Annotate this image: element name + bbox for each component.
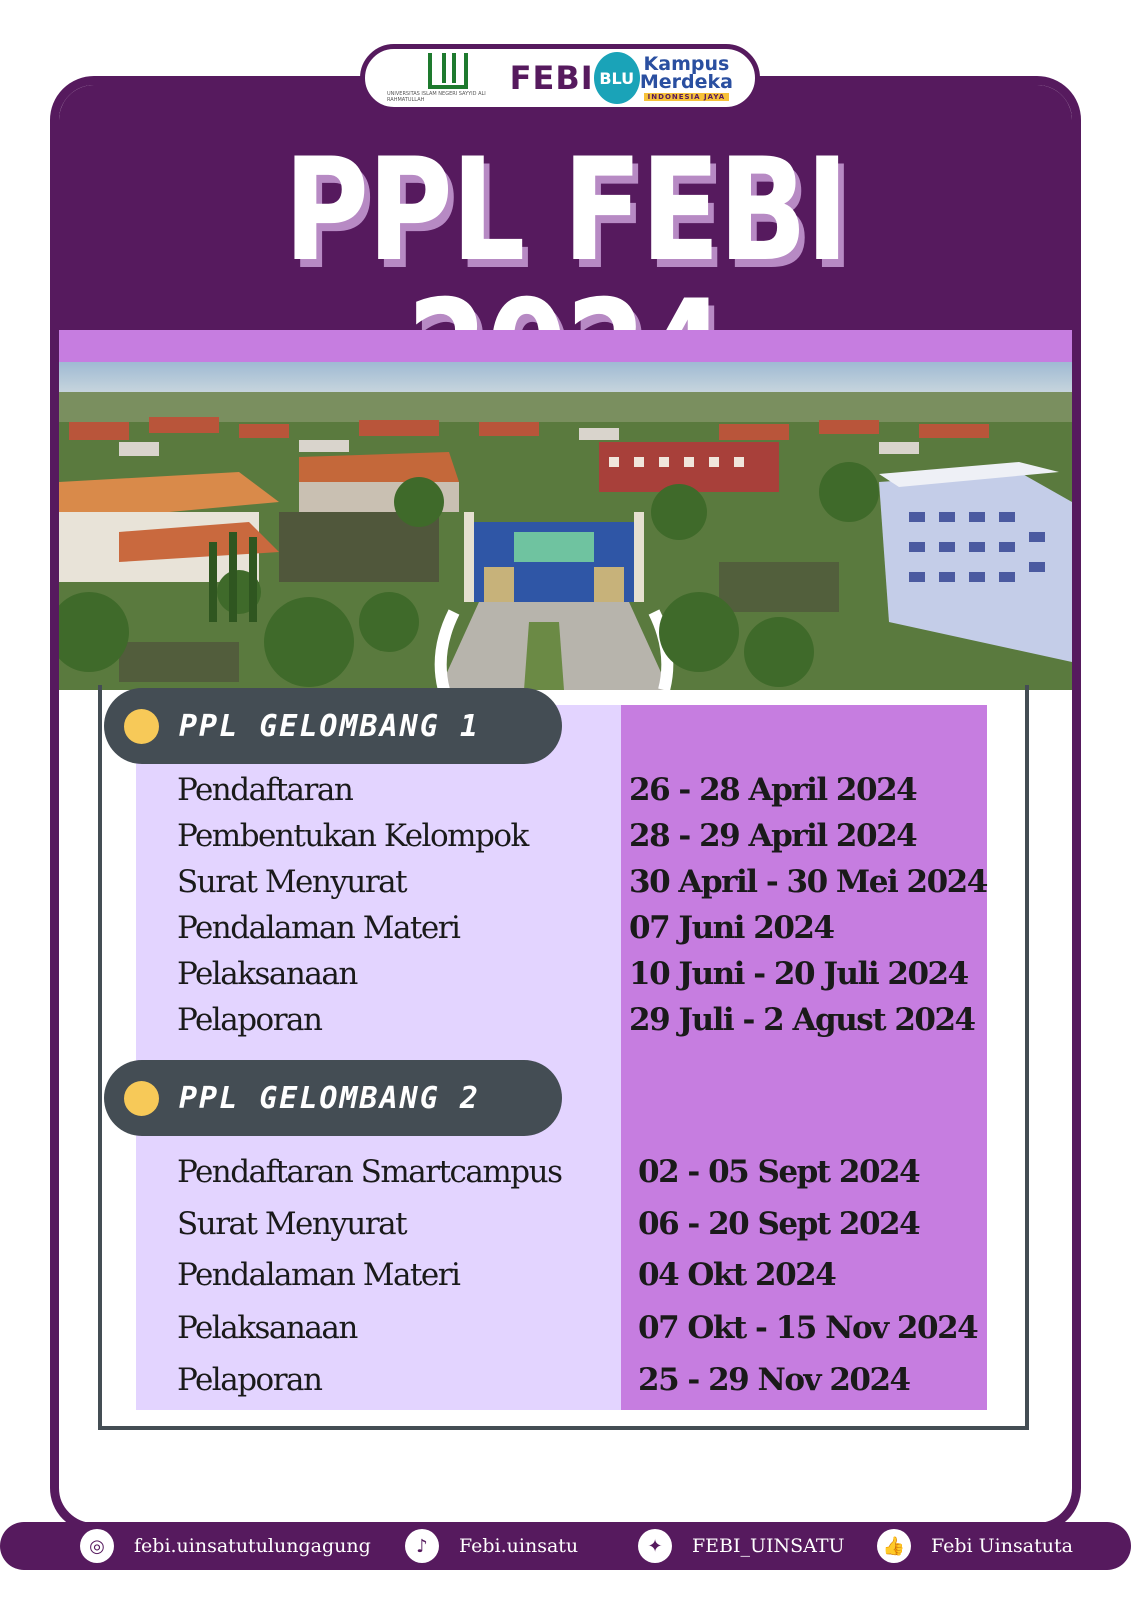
social-twitter[interactable] — [638, 1527, 845, 1565]
wave-1-header — [104, 688, 562, 764]
uin-logo-icon: UNIVERSITAS ISLAM NEGERI SAYYID ALI RAHMATULLAH — [387, 53, 510, 103]
wave-2-activity-4: Pelaksanaan — [177, 1310, 357, 1346]
wave-1-label: PPL GELOMBANG 1 — [179, 708, 480, 744]
wave-1-date-4: 07 Juni 2024 — [629, 910, 834, 946]
header-band — [59, 85, 1072, 330]
wave-1-activity-2: Pembentukan Kelompok — [177, 818, 528, 854]
wave-2-header — [104, 1060, 562, 1136]
social-tiktok-handle[interactable]: Febi.uinsatu — [459, 1535, 579, 1557]
facebook-like-icon[interactable]: 👍 — [877, 1529, 911, 1563]
twitter-icon[interactable]: ✦ — [638, 1529, 672, 1563]
wave-2-label: PPL GELOMBANG 2 — [179, 1080, 480, 1116]
schedule-activities-column — [136, 705, 621, 1410]
social-tiktok[interactable] — [405, 1527, 578, 1565]
campus-aerial-photo — [59, 362, 1072, 690]
wave-1-date-1: 26 - 28 April 2024 — [629, 772, 917, 808]
kampus-merdeka-logo-icon: Kampus Merdeka INDONESIA JAYA — [639, 52, 733, 101]
wave-1-date-6: 29 Juli - 2 Agust 2024 — [629, 1002, 975, 1038]
wave-1-activity-5: Pelaksanaan — [177, 956, 357, 992]
wave-1-activity-6: Pelaporan — [177, 1002, 322, 1038]
social-facebook-handle[interactable]: Febi Uinsatuta — [931, 1535, 1073, 1557]
wave-2-activity-5: Pelaporan — [177, 1362, 322, 1398]
campus-illustration — [59, 362, 1072, 690]
bullet-dot-icon — [124, 1081, 159, 1116]
social-instagram-handle[interactable]: febi.uinsatutulungagung — [134, 1535, 371, 1557]
wave-2-date-2: 06 - 20 Sept 2024 — [638, 1206, 920, 1242]
febi-logo-icon: FEBI — [509, 59, 594, 97]
poster-frame — [50, 76, 1081, 1532]
wave-1-activity-1: Pendaftaran — [177, 772, 353, 808]
wave-2-activity-1: Pendaftaran Smartcampus — [177, 1154, 562, 1190]
blu-logo-icon: BLU — [594, 52, 640, 104]
wave-1-date-3: 30 April - 30 Mei 2024 — [629, 864, 987, 900]
wave-1-date-5: 10 Juni - 20 Juli 2024 — [629, 956, 968, 992]
wave-1-activity-4: Pendalaman Materi — [177, 910, 460, 946]
social-facebook[interactable] — [877, 1527, 1073, 1565]
wave-2-date-1: 02 - 05 Sept 2024 — [638, 1154, 920, 1190]
wave-2-date-4: 07 Okt - 15 Nov 2024 — [638, 1310, 978, 1346]
wave-2-activity-3: Pendalaman Materi — [177, 1257, 460, 1293]
wave-2-date-3: 04 Okt 2024 — [638, 1257, 836, 1293]
wave-2-activity-2: Surat Menyurat — [177, 1206, 407, 1242]
wave-1-activity-3: Surat Menyurat — [177, 864, 407, 900]
tiktok-icon[interactable]: ♪ — [405, 1529, 439, 1563]
bullet-dot-icon — [124, 709, 159, 744]
wave-1-date-2: 28 - 29 April 2024 — [629, 818, 917, 854]
instagram-icon[interactable]: ◎ — [80, 1529, 114, 1563]
accent-band — [59, 330, 1072, 362]
schedule-dates-column — [621, 705, 987, 1410]
poster-title: PPL FEBI — [283, 128, 848, 293]
social-instagram[interactable] — [80, 1527, 371, 1565]
social-twitter-handle[interactable]: FEBI_UINSATU — [692, 1535, 845, 1557]
logo-bar — [360, 44, 760, 112]
wave-2-date-5: 25 - 29 Nov 2024 — [638, 1362, 910, 1398]
